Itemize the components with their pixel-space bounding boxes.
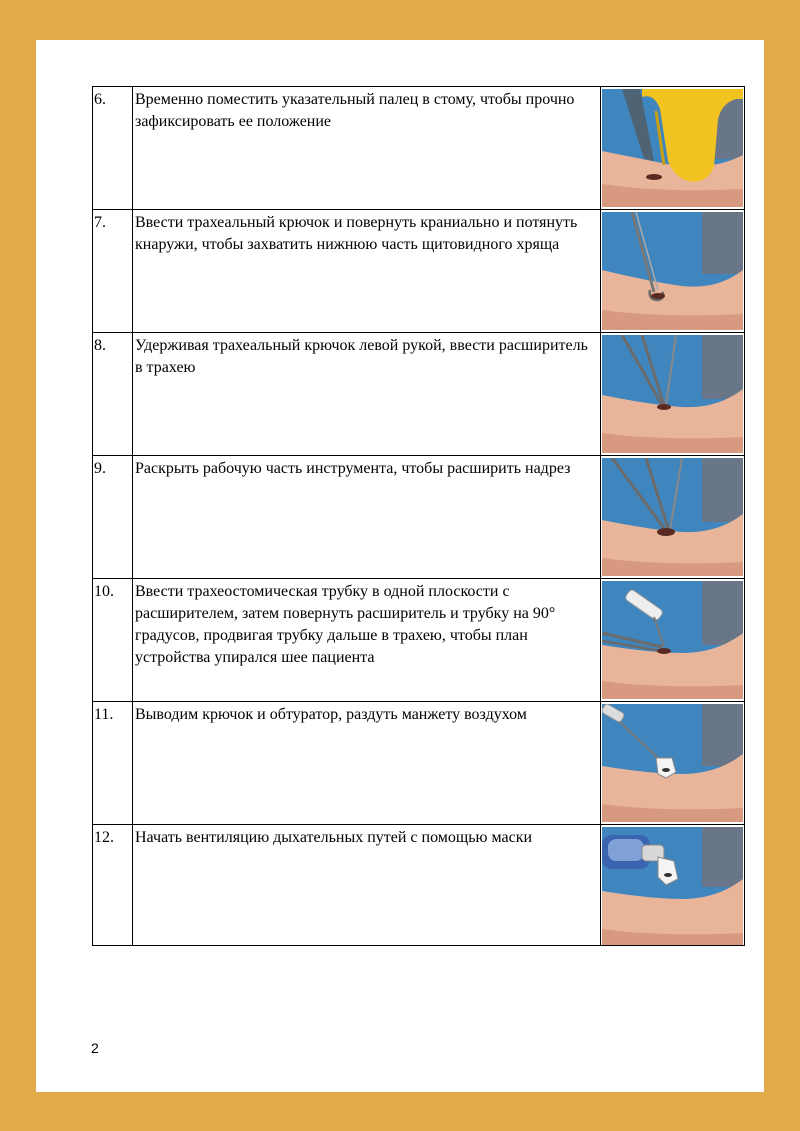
dilator-insertion-illustration <box>602 335 743 453</box>
step-image-cell <box>601 210 745 333</box>
tube-insertion-illustration <box>602 581 743 699</box>
table-row <box>93 87 745 210</box>
step-text: Ввести трахеальный крючок и повернуть краниально и потянуть кнаружи, чтобы захватить нижнюю часть щитовидного хряща <box>133 210 601 333</box>
step-text: Временно поместить указательный палец в стому, чтобы прочно зафиксировать ее положение <box>133 87 601 210</box>
tracheal-hook-illustration <box>602 212 743 330</box>
step-number: 8. <box>93 333 133 456</box>
step-number: 9. <box>93 456 133 579</box>
incision-widening-illustration <box>602 458 743 576</box>
step-text: Выводим крючок и обтуратор, раздуть манжету воздухом <box>133 702 601 825</box>
document-page <box>36 40 764 1092</box>
table-row <box>93 210 745 333</box>
table-row <box>93 456 745 579</box>
step-number: 12. <box>93 825 133 946</box>
step-image-cell <box>601 702 745 825</box>
step-number: 11. <box>93 702 133 825</box>
step-text: Удерживая трахеальный крючок левой рукой, ввести расширитель в трахею <box>133 333 601 456</box>
step-image-cell <box>601 87 745 210</box>
table-row <box>93 702 745 825</box>
step-number: 10. <box>93 579 133 702</box>
step-image-cell <box>601 579 745 702</box>
step-text: Начать вентиляцию дыхательных путей с помощью маски <box>133 825 601 946</box>
step-number: 7. <box>93 210 133 333</box>
cuff-inflation-illustration <box>602 704 743 822</box>
table-row <box>93 333 745 456</box>
page-number: 2 <box>91 1040 99 1056</box>
step-image-cell <box>601 825 745 946</box>
step-image-cell <box>601 456 745 579</box>
step-text: Раскрыть рабочую часть инструмента, чтобы расширить надрез <box>133 456 601 579</box>
table-row <box>93 579 745 702</box>
procedure-steps-table <box>92 86 745 946</box>
table-row <box>93 825 745 946</box>
finger-in-stoma-illustration <box>602 89 743 207</box>
step-image-cell <box>601 333 745 456</box>
mask-ventilation-illustration <box>602 827 743 945</box>
step-number: 6. <box>93 87 133 210</box>
step-text: Ввести трахеостомическая трубку в одной плоскости с расширителем, затем повернуть расширитель и трубку на 90° градусов, продвигая трубку дальше в трахею, чтобы план устройства упирался шее пациента <box>133 579 601 702</box>
